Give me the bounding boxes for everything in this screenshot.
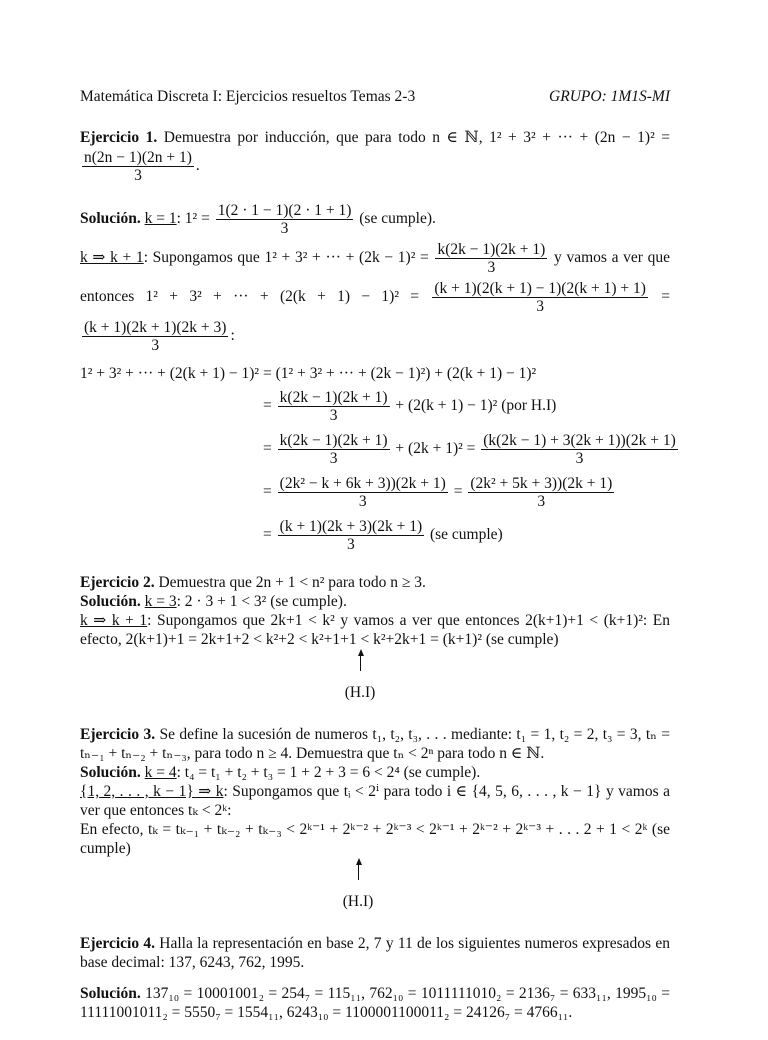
page-header (80, 88, 670, 106)
fraction-numerator: (k + 1)(2(k + 1) − 1)(2(k + 1) + 1) (434, 280, 646, 297)
exercise-2-solution (80, 592, 670, 649)
fraction-denominator: 3 (575, 450, 584, 467)
text-run: + (2(k + 1) − 1)² (por H.I) (391, 397, 557, 415)
equation-lhs (80, 387, 263, 426)
bold-label: Solución. (80, 210, 141, 228)
text-run: 137₁₀ = 10001001₂ = 254₇ = 115₁₁, 762₁₀ = 1011111010₂ = 2136₇ = 633₁₁, 1995₁₀ = 11111001011₂ = 5550₇ = 1554₁₁, 6243₁₀ = 1100001100011₂ = 24126₇ = 4766₁₁. (80, 985, 670, 1021)
text-run: = (263, 397, 276, 415)
exercise-1 (80, 128, 676, 555)
text-run: : Supongamos que 1² + 3² + ··· + (2k − 1)² = (143, 249, 434, 267)
fraction-numerator: (2k² − k + 6k + 3))(2k + 1) (279, 475, 446, 492)
text-run: Demuestra que 2n + 1 < n² para todo n ≥ 3. (154, 574, 426, 591)
exercise-3-statement (80, 725, 670, 763)
fraction-denominator: 3 (329, 407, 338, 424)
text-run: Demuestra por inducción, que para todo n ∈ ℕ, 1² + 3² + ··· + (2n − 1)² = (157, 129, 670, 146)
fraction-numerator: n(2n − 1)(2n + 1) (84, 149, 192, 166)
text-run: : Supongamos que tᵢ < 2ⁱ para todo i ∈ {4, 5, 6, . . . , k − 1} y vamos a ver que entonces tₖ < 2ᵏ: (80, 783, 671, 819)
fraction (435, 241, 547, 276)
case-label: k = 4 (144, 764, 177, 781)
equation-rhs (263, 387, 680, 426)
text-run: : 1² = (176, 210, 214, 228)
fraction-numerator: (2k² + 5k + 3))(2k + 1) (470, 475, 613, 492)
text-run: En efecto, tₖ = tₖ₋₁ + tₖ₋₂ + tₖ₋₃ < 2ᵏ⁻¹ + 2ᵏ⁻² + 2ᵏ⁻³ < 2ᵏ⁻¹ + 2ᵏ⁻² + 2ᵏ⁻³ + . . . 2 + 1 < 2ᵏ (se cumple) (80, 821, 670, 857)
case-label: k ⇒ k + 1 (80, 612, 148, 629)
exercise-1-solution (80, 200, 670, 356)
fraction (278, 475, 448, 510)
fraction (278, 389, 390, 424)
header-title: Matemática Discreta I: Ejercicios resueltos Temas 2-3 (80, 88, 416, 105)
text-run: = (649, 288, 670, 306)
exercise-2-statement (80, 573, 670, 592)
text-run: Halla la representación en base 2, 7 y 11 de los siguientes numeros expresados en base decimal: 137, 6243, 762, 1995. (80, 935, 670, 971)
fraction-numerator: 1(2 · 1 − 1)(2 · 1 + 1) (217, 202, 352, 219)
fraction-denominator: 3 (134, 167, 142, 184)
equation-rhs (263, 364, 680, 383)
equation-lhs (80, 473, 263, 512)
equation-rhs (263, 516, 680, 555)
text-run: + (2k + 1)² = (391, 440, 480, 458)
exercise-4 (80, 934, 670, 1022)
bold-label: Ejercicio 2. (80, 574, 155, 591)
exercise-2 (80, 573, 670, 707)
fraction-denominator: 3 (151, 337, 160, 354)
fraction-denominator: 3 (347, 536, 355, 553)
fraction-numerator: k(2k − 1)(2k + 1) (279, 432, 388, 449)
arrow-line (360, 653, 361, 671)
bold-label: Ejercicio 4. (80, 935, 155, 952)
text-run: = (449, 483, 467, 501)
fraction (82, 149, 194, 184)
fraction (278, 432, 390, 467)
fraction-denominator: 3 (329, 450, 338, 467)
exercise-1-statement (80, 128, 670, 186)
hi-label: (H.I) (342, 893, 374, 910)
text-run: : t₄ = t₁ + t₂ + t₃ = 1 + 2 + 3 = 6 < 2⁴ (se cumple). (176, 764, 481, 781)
fraction-numerator: (k + 1)(2k + 1)(2k + 3) (84, 319, 227, 336)
hi-label: (H.I) (344, 684, 376, 701)
fraction-numerator: k(2k − 1)(2k + 1) (437, 241, 546, 258)
fraction (278, 518, 424, 553)
arrow-line (358, 862, 359, 880)
fraction-numerator: k(2k − 1)(2k + 1) (279, 389, 388, 406)
text-run: : (230, 327, 235, 345)
text-run: 1² + 3² + ··· + (2(k + 1) − 1)² (80, 365, 260, 382)
exercise-3 (80, 725, 670, 916)
bold-label: Solución. (80, 593, 141, 610)
hi-annotation (80, 649, 670, 707)
text-run: : Supongamos que 2k+1 < k² y vamos a ver que entonces 2(k+1)+1 < (k+1)²: En efecto, 2(k+1)+1 = 2k+1+2 < k²+2 < k²+1+1 < k²+2k+1 = (k+1)² (se cumple) (80, 612, 670, 648)
document-body (80, 128, 676, 1040)
fraction-numerator: (k + 1)(2k + 3)(2k + 1) (279, 518, 423, 535)
case-label: k ⇒ k + 1 (80, 249, 144, 267)
exercise-3-solution (80, 763, 670, 858)
equation-rhs (263, 473, 680, 512)
text-run: = (263, 483, 276, 501)
text-run: Se define la sucesión de numeros t₁, t₂, t₃, . . . mediante: t₁ = 1, t₂ = 2, t₃ = 3, tₙ = tₙ₋₁ + tₙ₋₂ + tₙ₋₃, para todo n ≥ 4. Demuestra que tₙ < 2ⁿ para todo n ∈ ℕ. (80, 726, 670, 762)
fraction-denominator: 3 (537, 493, 546, 510)
equation-lhs (80, 364, 263, 383)
fraction-denominator: 3 (487, 259, 496, 276)
bold-label: Ejercicio 3. (80, 726, 156, 743)
text-run: = (263, 526, 276, 544)
fraction (432, 280, 648, 315)
text-run: y vamos a ver que entonces 1² + 3² + ··· + (2(k + 1) − 1)² = (80, 249, 670, 306)
exercise-1-derivation (80, 364, 676, 555)
hi-annotation (80, 858, 670, 916)
text-run: : 2 · 3 + 1 < 3² (se cumple). (176, 593, 347, 610)
fraction (481, 432, 678, 467)
case-label: k = 3 (144, 593, 177, 610)
text-run: = (263, 440, 276, 458)
fraction-denominator: 3 (358, 493, 367, 510)
bold-label: Solución. (80, 764, 141, 781)
fraction-denominator: 3 (536, 298, 545, 315)
text-run: (se cumple). (355, 210, 436, 228)
case-label: k = 1 (144, 210, 177, 228)
exercise-4-solution (80, 984, 670, 1022)
fraction (82, 319, 228, 354)
text-run: = (1² + 3² + ··· + (2k − 1)²) + (2(k + 1) − 1)² (263, 365, 537, 382)
equation-rhs (263, 430, 680, 469)
fraction (216, 202, 354, 237)
fraction-numerator: (k(2k − 1) + 3(2k + 1))(2k + 1) (483, 432, 676, 449)
bold-label: Ejercicio 1. (80, 129, 158, 146)
case-label: {1, 2, . . . , k − 1} ⇒ k (80, 783, 224, 800)
equation-lhs (80, 516, 263, 555)
fraction-denominator: 3 (280, 220, 289, 237)
bold-label: Solución. (80, 985, 141, 1002)
text-run: (se cumple) (426, 526, 503, 544)
equation-lhs (80, 430, 263, 469)
exercise-4-statement (80, 934, 670, 972)
text-run: . (195, 157, 200, 175)
fraction (468, 475, 614, 510)
arrow-up-icon (358, 649, 364, 656)
header-group: GRUPO: 1M1S-MI (549, 88, 670, 105)
arrow-up-icon (356, 858, 362, 865)
